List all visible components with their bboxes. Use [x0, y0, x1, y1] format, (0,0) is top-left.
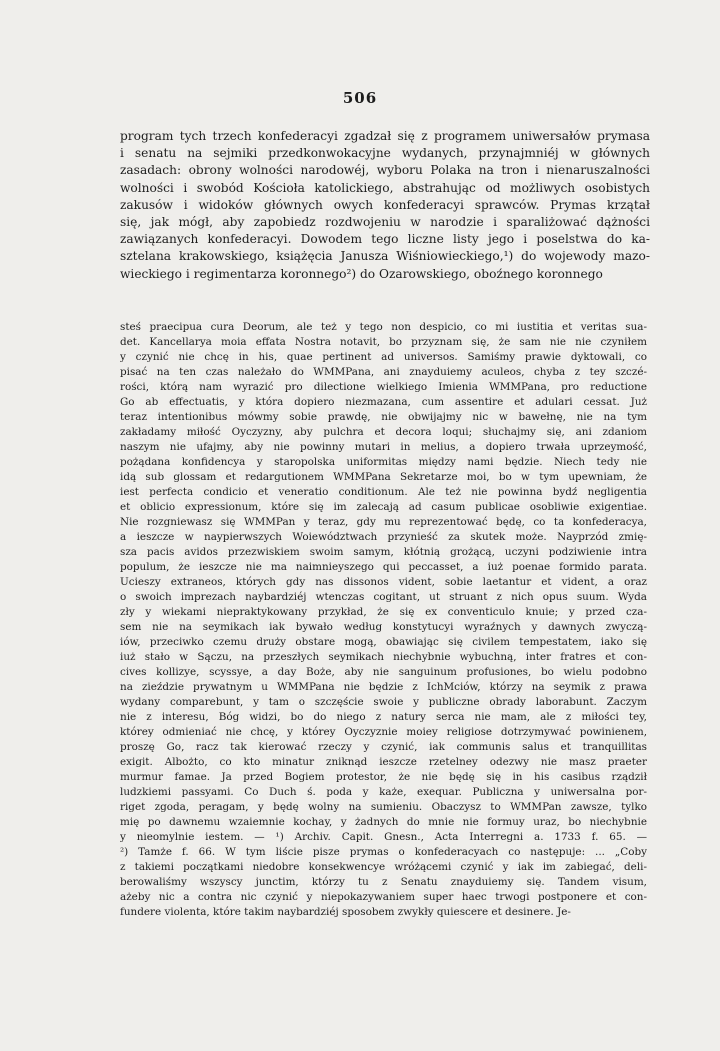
- footnote-text-line: o swoich imprezach naybardziéj wtenczas cogitant, ut struant z nich opus suum. Wyda: [120, 591, 647, 603]
- footnote-text-line: populum, że ieszcze nie ma naimnieyszego qui peccasset, a iuż poenae formido parata.: [120, 561, 647, 573]
- footnote-text-line: ²) Tamże f. 66. W tym liście pisze prymas o konfederacyach co następuje: ... „Coby: [120, 846, 647, 858]
- footnote-text-line: Ucieszy extraneos, których gdy nas dissonos vident, sobie laetantur et vident, a oraz: [120, 576, 647, 588]
- footnote-text-line: Go ab effectuatis, y która dopiero niezmazana, cum assentire et adulari cessat. Już: [120, 396, 647, 408]
- footnote-text-line: wydany comparebunt, y tam o szczęście swoie y publiczne obrady laborabunt. Zaczym: [120, 696, 647, 708]
- footnote-text-line: cives kollizye, scyssye, a day Boże, aby nie sanguinum profusiones, bo wielu podobno: [120, 666, 647, 678]
- footnote-text-line: pisać na ten czas należało do WMMPana, ani znayduiemy aculeos, chyba z tey szczé-: [120, 366, 647, 378]
- footnote-text-line: na zieździe prywatnym u WMMPana nie będzie z IchMciów, którzy na seymik z prawa: [120, 681, 647, 693]
- footnote-text-line: Nie rozgniewasz się WMMPan y teraz, gdy mu reprezentować będę, co ta konfederacya,: [120, 516, 647, 528]
- page-number: 506: [342, 89, 378, 107]
- footnote-text-line: iuż stało w Sączu, na przeszłych seymikach niechybnie wybuchną, inter fratres et con-: [120, 651, 647, 663]
- footnote-text-line: sem nie na seymikach iak bywało według konstytucyi wyraźnych y dawnych zwyczą-: [120, 621, 647, 633]
- footnote-text-line: sza pacis avidos przezwiskiem swoim samym, kłótnią grożącą, uczyni podziwienie intra: [120, 546, 647, 558]
- footnote-text-block: [120, 320, 647, 920]
- footnote-text-line: rości, którą nam wyrazić pro dilectione wielkiego Imienia WMMPana, pro reductione: [120, 381, 647, 393]
- footnote-text-line: z takiemi początkami niedobre konsekwencye wróżącemi czynić y iak im zabiegać, deli-: [120, 861, 647, 873]
- footnote-text-line: ludzkiemi passyami. Co Duch ś. poda y każe, exequar. Publiczna y uniwersalna por-: [120, 786, 647, 798]
- footnote-text-line: teraz intentionibus mówmy sobie prawdę, nie obwijajmy nic w bawełnę, nie na tym: [120, 411, 647, 423]
- footnote-text-line: iest perfecta condicio et veneratio conditionum. Ale też nie powinna bydź negligentia: [120, 486, 647, 498]
- footnote-text-line: fundere violenta, które takim naybardziéj sposobem zwykły quiescere et desinere. Je-: [120, 906, 571, 918]
- footnote-text-line: et oblicio expressionum, które się im zalecają ad casum publicae osobliwie exigentiae.: [120, 501, 647, 513]
- footnote-text-line: idą sub glossam et redargutionem WMMPana Sekretarze moi, bo w tym upewniam, że: [120, 471, 647, 483]
- footnote-text-line: iów, przeciwko czemu druży obstare mogą, obawiając się civilem tempestatem, iako się: [120, 636, 647, 648]
- footnote-text-line: a ieszcze w naypierwszych Woiewództwach przynieść za skutek może. Nayprzód zmię-: [120, 531, 647, 543]
- main-text-line: sztelana krakowskiego, książęcia Janusza Wiśniowieckiego,¹) do wojewody mazo-: [120, 249, 650, 264]
- footnote-text-line: którey odmieniać nie chcę, y którey Oyczyznie moiey religiose dotrzymywać powinienem,: [120, 726, 647, 738]
- main-text-line: i senatu na sejmiki przedkonwokacyjne wydanych, przynajmniéj w głównych: [120, 146, 650, 161]
- footnote-text-line: berowaliśmy wszyscy junctim, którzy tu z Senatu znayduiemy się. Tandem visum,: [120, 876, 647, 888]
- footnote-text-line: riget zgoda, peragam, y będę wolny na sumieniu. Obaczysz to WMMPan zawsze, tylko: [120, 801, 647, 813]
- main-text-line: zakusów i widoków głównych owych konfederacyi sprawców. Prymas krzątał: [120, 197, 650, 212]
- main-text-block: [120, 128, 650, 283]
- footnote-text-line: murmur famae. Ja przed Bogiem protestor, że nie będę się in his casibus rządził: [120, 771, 647, 783]
- footnote-text-line: nie z interesu, Bóg widzi, bo do niego z natury serca nie mam, ale z miłości tey,: [120, 711, 647, 723]
- main-text-line: wolności i swobód Kościoła katolickiego, abstrahując od możliwych osobistych: [120, 180, 650, 195]
- main-text-line: zasadach: obrony wolności narodowéj, wyboru Polaka na tron i nienaruszalności: [120, 163, 650, 178]
- main-text-line: wieckiego i regimentarza koronnego²) do Ozarowskiego, oboźnego koronnego: [120, 266, 603, 281]
- main-text-line: zawiązanych konfederacyi. Dowodem tego liczne listy jego i poselstwa do ka-: [120, 232, 650, 247]
- footnote-text-line: steś praecipua cura Deorum, ale też y tego non despicio, co mi iustitia et veritas sua-: [120, 321, 647, 333]
- footnote-text-line: zły y wiekami niepraktykowany przykład, że się ex conventiculo knuie; y przed cza-: [120, 606, 647, 618]
- footnote-text-line: exigit. Albożto, co kto minatur zniknąd ieszcze rzetelney odezwy nie masz praeter: [120, 756, 647, 768]
- footnote-text-line: y nieomylnie iestem. — ¹) Archiv. Capit. Gnesn., Acta Interregni a. 1733 f. 65. —: [120, 831, 647, 843]
- footnote-text-line: pożądana konfidencya y staropolska uniformitas między nami będzie. Niech tedy nie: [120, 456, 647, 468]
- main-text-line: program tych trzech konfederacyi zgadzał się z programem uniwersałów prymasa: [120, 129, 650, 143]
- footnote-text-line: ażeby nic a contra nic czynić y niepokazywaniem super haec trwogi postponere et con-: [120, 891, 647, 903]
- footnote-text-line: naszym nie ufajmy, aby nie powinny mutari in melius, a dopiero trwała uprzeymość,: [120, 441, 647, 453]
- footnote-text-line: proszę Go, racz tak kierować rzeczy y czynić, iak communis salus et tranquillitas: [120, 741, 647, 753]
- footnote-text-line: zakładamy miłość Oyczyzny, aby pulchra et decora loqui; słuchajmy się, ani zdaniom: [120, 426, 647, 438]
- footnote-text-line: mię po dawnemu wzaiemnie kochay, y żadnych do mnie nie formuy uraz, bo niechybnie: [120, 816, 647, 828]
- main-text-line: się, jak mógł, aby zapobiedz rozdwojeniu w narodzie i sparaliżować dążności: [120, 214, 650, 229]
- footnote-text-line: det. Kancellarya moia effata Nostra notavit, bo przyznam się, że sam nie nie czyniłem: [120, 336, 647, 348]
- footnote-text-line: y czynić nie chcę in his, quae pertinent ad universos. Samiśmy prawie dyktowali, co: [120, 351, 647, 363]
